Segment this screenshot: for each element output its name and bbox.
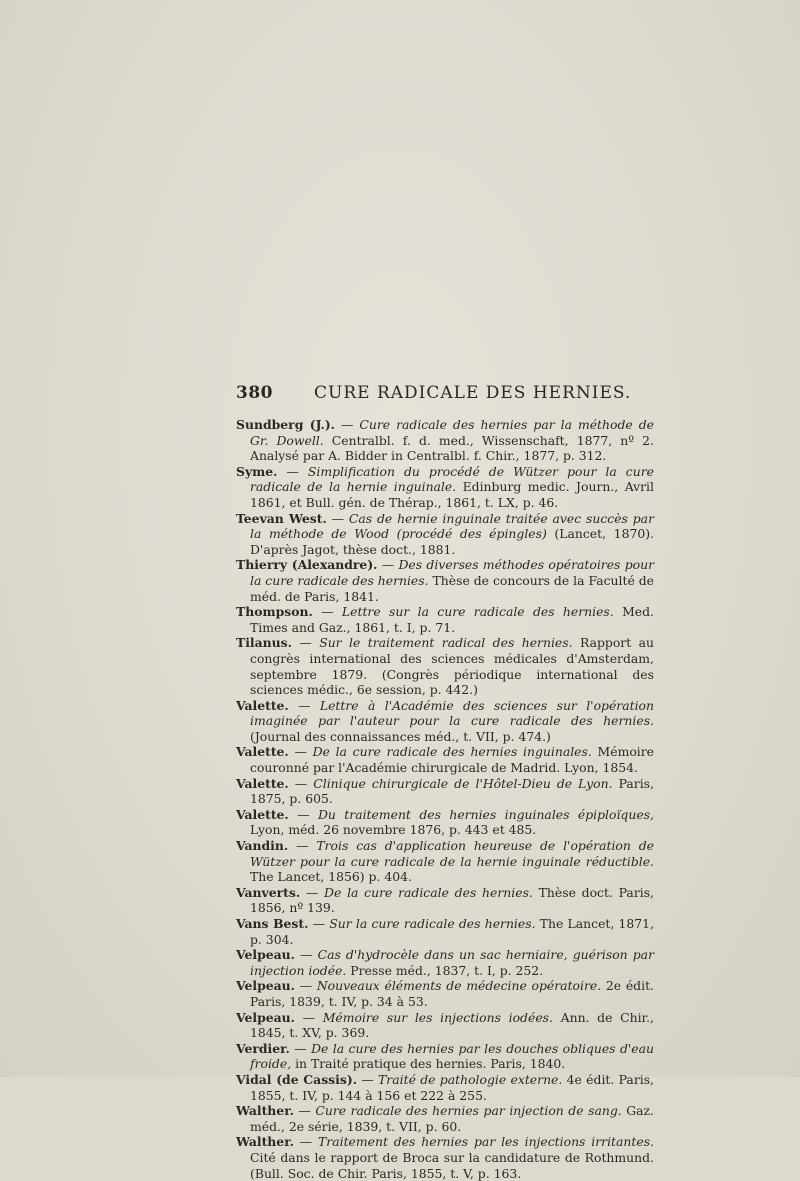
- entry-title: Traité de pathologie externe.: [378, 1071, 563, 1087]
- entry-details: Edinburg medic. Journ., Avril 1861, et Bull. gén. de Thérap., 1861, t. LX, p. 46.: [250, 479, 654, 510]
- entry-author: Vidal (de Cassis).: [236, 1071, 358, 1087]
- entry-separator: —: [294, 947, 318, 963]
- entry-details: Presse méd., 1837, t. I, p. 252.: [346, 962, 544, 978]
- entry-separator: —: [288, 697, 320, 713]
- entry-separator: —: [357, 1071, 379, 1087]
- entry-title: De la cure des hernies par les douches obliques d'eau froide,: [250, 1040, 654, 1072]
- entry-separator: —: [288, 775, 314, 791]
- entry-author: Syme.: [236, 463, 278, 479]
- entry-title: Sur la cure radicale des hernies.: [329, 916, 536, 931]
- running-title: CURE RADICALE DES HERNIES.: [314, 383, 632, 403]
- entry-separator: —: [291, 635, 320, 651]
- entry-author: Thierry (Alexandre).: [236, 557, 378, 573]
- entry-separator: —: [289, 1040, 312, 1056]
- entry-author: Teevan West.: [236, 510, 327, 526]
- entry-details: Mémoire couronné par l'Académie chirurgicale de Madrid. Lyon, 1854.: [250, 744, 654, 776]
- entry-details: in Traité pratique des hernies. Paris, 1840.: [291, 1056, 566, 1072]
- page-number: 380: [236, 383, 273, 403]
- entry-title: Clinique chirurgicale de l'Hôtel-Dieu de Lyon.: [313, 775, 613, 791]
- entry-separator: —: [300, 884, 325, 900]
- entry-title: Cas de hernie inguinale traitée avec succès par la méthode de Wood (procédé des épingles): [250, 510, 654, 542]
- bibliography-entry: [236, 885, 654, 916]
- entry-separator: —: [326, 510, 349, 526]
- entry-separator: —: [288, 806, 318, 822]
- entry-title: Lettre sur la cure radicale des hernies.: [341, 604, 614, 620]
- entry-details: Paris, 1875, p. 605.: [250, 775, 654, 807]
- entry-title: Sur le traitement radical des hernies.: [319, 635, 573, 651]
- entry-details: Centralbl. f. d. med., Wissenschaft, 1877, nº 2. Analysé par A. Bidder in Centralbl. f. Chir., 1877, p. 312.: [250, 432, 654, 464]
- entry-details: Ann. de Chir., 1845, t. XV, p. 369.: [250, 1009, 654, 1041]
- entry-author: Vanverts.: [236, 884, 301, 900]
- entry-details: Rapport au congrès international des sciences médicales d'Amsterdam, septembre 1879. (Congrès périodique international des sciences médic., 6e session, p. 442.): [250, 635, 654, 698]
- entry-author: Valette.: [236, 744, 289, 760]
- bibliography-entry: [236, 916, 654, 947]
- entry-title: De la cure radicale des hernies.: [324, 884, 533, 900]
- bibliography-entry: [236, 978, 654, 1009]
- bibliography-entry: [236, 776, 654, 807]
- entry-author: Valette.: [236, 775, 289, 791]
- entry-details: 4e édit. Paris, 1855, t. IV, p. 144 à 156 et 222 à 255.: [250, 1071, 654, 1103]
- entry-separator: —: [293, 1103, 316, 1119]
- entry-details: Thèse doct. Paris, 1856, nº 139.: [250, 884, 655, 916]
- entry-details: Med. Times and Gaz., 1861, t. I, p. 71.: [250, 604, 654, 635]
- entry-separator: —: [288, 838, 317, 854]
- entry-author: Vans Best.: [236, 916, 309, 931]
- entry-separator: —: [294, 1009, 323, 1025]
- entry-separator: —: [293, 1134, 319, 1150]
- entry-author: Verdier.: [236, 1040, 290, 1056]
- bibliography-entry: [236, 635, 654, 697]
- entry-title: De la cure radicale des hernies inguinales.: [312, 744, 592, 760]
- bibliography-entry: [236, 464, 654, 511]
- bibliography-entry: [236, 557, 654, 604]
- entry-author: Velpeau.: [236, 978, 295, 994]
- entry-details: Gaz. méd., 2e série, 1839, t. VII, p. 60.: [250, 1103, 654, 1134]
- bibliography-entry: [236, 1103, 654, 1134]
- entry-author: Walther.: [236, 1134, 294, 1150]
- entry-author: Walther.: [236, 1103, 294, 1119]
- bibliography-entry: [236, 1134, 654, 1181]
- bibliography-entry: [236, 744, 654, 775]
- entry-title: Cure radicale des hernies par la méthode de Gr. Dowell.: [250, 417, 655, 448]
- entry-separator: —: [377, 557, 399, 573]
- entry-details: The Lancet, 1871, p. 304.: [250, 916, 655, 947]
- entry-title: Lettre à l'Académie des sciences sur l'opération imaginée par l'auteur pour la cure radicale des hernies.: [250, 697, 654, 729]
- entry-separator: —: [312, 604, 342, 620]
- entry-separator: —: [335, 417, 360, 432]
- entry-separator: —: [288, 744, 313, 760]
- entry-title: Trois cas d'application heureuse de l'opération de Wützer pour la cure radicale de la hernie inguinale réductible.: [250, 838, 654, 869]
- entry-author: Valette.: [236, 697, 289, 713]
- entry-title: Des diverses méthodes opératoires pour la cure radicale des hernies.: [250, 557, 654, 588]
- bibliography-list: [236, 417, 654, 1181]
- entry-title: Cas d'hydrocèle dans un sac herniaire, guérison par injection iodée.: [250, 947, 654, 978]
- bibliography-entry: [236, 698, 654, 745]
- entry-details: 2e édit. Paris, 1839, t. IV, p. 34 à 53.: [250, 978, 654, 1009]
- entry-separator: —: [308, 916, 330, 931]
- entry-author: Tilanus.: [236, 635, 292, 651]
- entry-details: Cité dans le rapport de Broca sur la candidature de Rothmund. (Bull. Soc. de Chir. Paris, 1855, t. V, p. 163.: [250, 1149, 654, 1181]
- entry-details: Lyon, méd. 26 novembre 1876, p. 443 et 485.: [250, 822, 537, 838]
- entry-details: (Lancet, 1870). D'après Jagot, thèse doct., 1881.: [250, 526, 654, 557]
- entry-title: Traitement des hernies par les injections irritantes.: [318, 1134, 654, 1150]
- entry-title: Mémoire sur les injections iodées.: [322, 1009, 553, 1025]
- entry-details: Thèse de concours de la Faculté de méd. de Paris, 1841.: [250, 572, 654, 604]
- bibliography-entry: [236, 511, 654, 558]
- entry-title: Simplification du procédé de Wützer pour la cure radicale de la hernie inguinale.: [250, 463, 654, 495]
- entry-author: Sundberg (J.).: [236, 417, 335, 432]
- entry-title: Du traitement des hernies inguinales épiploïques,: [317, 806, 654, 822]
- entry-author: Velpeau.: [236, 947, 295, 963]
- bibliography-entry: [236, 947, 654, 978]
- entry-details: The Lancet, 1856) p. 404.: [250, 869, 412, 885]
- bibliography-entry: [236, 604, 654, 635]
- bibliography-entry: [236, 807, 654, 838]
- entry-details: (Journal des connaissances méd., t. VII, p. 474.): [250, 728, 551, 744]
- entry-separator: —: [277, 463, 308, 479]
- bibliography-entry: [236, 1041, 654, 1072]
- entry-author: Vandin.: [236, 838, 289, 854]
- bibliography-entry: [236, 1010, 654, 1041]
- entry-title: Nouveaux éléments de médecine opératoire.: [316, 978, 602, 994]
- entry-author: Thompson.: [236, 604, 313, 620]
- bibliography-entry: [236, 838, 654, 885]
- entry-title: Cure radicale des hernies par injection de sang.: [315, 1103, 622, 1119]
- page-header: [236, 383, 756, 403]
- bibliography-entry: [236, 417, 654, 464]
- entry-author: Valette.: [236, 806, 289, 822]
- entry-author: Velpeau.: [236, 1009, 295, 1025]
- entry-separator: —: [294, 978, 317, 994]
